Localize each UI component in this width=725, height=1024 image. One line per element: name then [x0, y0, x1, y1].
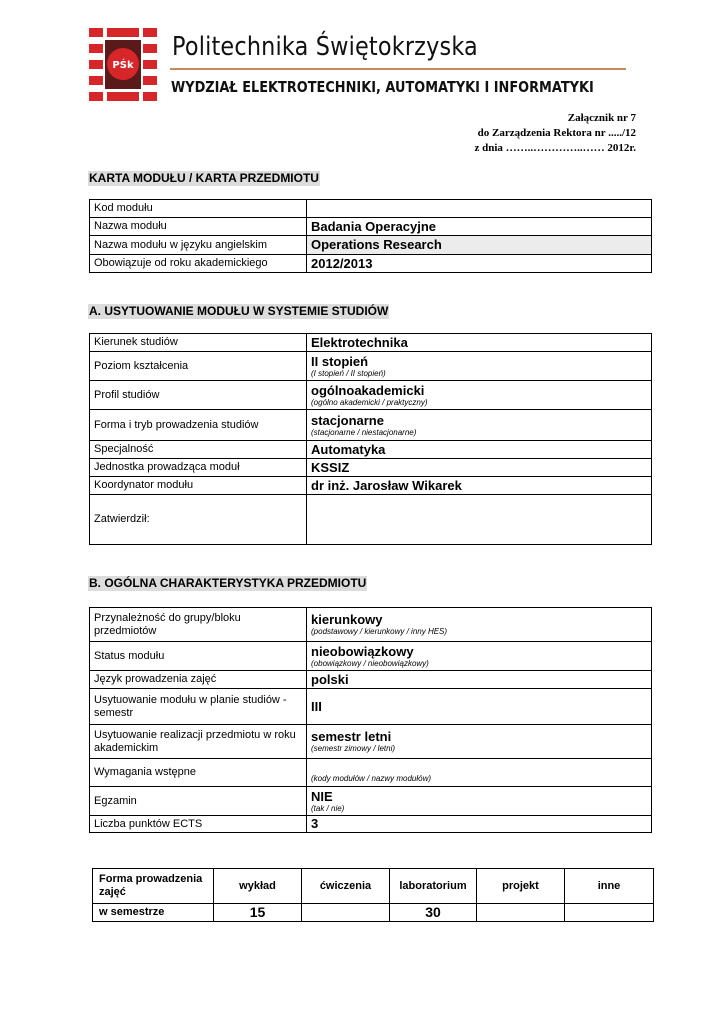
table-header-row: [93, 869, 654, 904]
table-row: [90, 200, 652, 218]
row-label: Profil studiów: [90, 381, 307, 410]
row-hint: (obowiązkowy / nieobowiązkowy): [311, 658, 429, 668]
header-cell-other: inne: [565, 869, 654, 904]
row-label: Zatwierdził:: [90, 495, 307, 545]
row-hint: (semestr zimowy / letni): [311, 744, 396, 753]
row-hint: (kody modułów / nazwy modułów): [311, 774, 432, 783]
university-logo: [89, 28, 157, 101]
row-label: Przynależność do grupy/bloku przedmiotów: [90, 608, 307, 642]
table-row: [90, 334, 652, 352]
row-value: 2012/2013: [307, 255, 652, 273]
table-row: [90, 381, 652, 410]
attachment-line-1: Załącznik nr 7: [567, 112, 636, 124]
header-cell-form: Forma prowadzenia zajęć: [93, 869, 214, 904]
row-value: stacjonarne: [311, 412, 384, 428]
row-value: III: [307, 689, 652, 725]
row-label: Język prowadzenia zajęć: [90, 671, 307, 689]
table-row: [90, 477, 652, 495]
row-label: w semestrze: [93, 904, 214, 922]
project-hours: [477, 904, 565, 922]
header-cell-laboratory: laboratorium: [390, 869, 477, 904]
table-row: [90, 787, 652, 816]
row-label: Liczba punktów ECTS: [90, 816, 307, 833]
section-b-table: [89, 607, 652, 833]
row-value: Operations Research: [307, 236, 652, 255]
section-a-table: [89, 333, 652, 545]
row-label: Forma i tryb prowadzenia studiów: [90, 410, 307, 441]
row-hint: (podstawowy / kierunkowy / inny HES): [311, 627, 448, 636]
table-row: [90, 255, 652, 273]
row-label: Egzamin: [90, 787, 307, 816]
row-label: Usytuowanie realizacji przedmiotu w roku akademickim: [90, 725, 307, 759]
module-id-table: [89, 199, 652, 273]
table-row: [90, 218, 652, 236]
row-label: Kod modułu: [90, 200, 307, 218]
row-label: Nazwa modułu w języku angielskim: [90, 236, 307, 255]
table-row: [90, 441, 652, 459]
table-row: [90, 608, 652, 642]
exercises-hours: [302, 904, 390, 922]
row-value: ogólnoakademicki: [311, 382, 425, 398]
table-row: [93, 904, 654, 922]
row-label: Usytuowanie modułu w planie studiów - semestr: [90, 689, 307, 725]
row-label: Kierunek studiów: [90, 334, 307, 352]
row-value: KSSIZ: [307, 459, 652, 477]
lecture-hours: 15: [214, 904, 302, 922]
row-label: Poziom kształcenia: [90, 352, 307, 381]
section-b-title: B. OGÓLNA CHARAKTERYSTYKA PRZEDMIOTU: [89, 576, 367, 590]
hours-table: [92, 868, 654, 922]
row-value: kierunkowy: [311, 612, 383, 627]
row-hint: (stacjonarne / niestacjonarne): [311, 427, 417, 437]
row-value: semestr letni: [311, 729, 392, 744]
row-label: Nazwa modułu: [90, 218, 307, 236]
row-value: 3: [307, 816, 652, 833]
logo-text: PŚk: [112, 60, 134, 71]
attachment-line-2: do Zarządzenia Rektora nr ...../12: [477, 127, 636, 139]
header-rule: [170, 68, 626, 70]
row-value: polski: [307, 671, 652, 689]
table-row: [90, 495, 652, 545]
table-row: [90, 816, 652, 833]
row-value: Badania Operacyjne: [307, 218, 652, 236]
row-value: dr inż. Jarosław Wikarek: [307, 477, 652, 495]
row-label: Status modułu: [90, 642, 307, 671]
department-name: WYDZIAŁ ELEKTROTECHNIKI, AUTOMATYKI I INFORMATYKI: [171, 78, 594, 96]
attachment-line-3: z dnia ……..…………..…… 2012r.: [474, 142, 636, 154]
row-value: Elektrotechnika: [307, 334, 652, 352]
row-label: Specjalność: [90, 441, 307, 459]
table-row: [90, 689, 652, 725]
row-value: [307, 200, 652, 218]
header-cell-lecture: wykład: [214, 869, 302, 904]
university-name: Politechnika Świętokrzyska: [172, 32, 478, 62]
row-label: Jednostka prowadząca moduł: [90, 459, 307, 477]
row-hint: (ogólno akademicki / praktyczny): [311, 397, 428, 407]
row-label: Koordynator modułu: [90, 477, 307, 495]
row-value: II stopień: [311, 353, 369, 369]
row-hint: (I stopień / II stopień): [311, 368, 386, 378]
laboratory-hours: 30: [390, 904, 477, 922]
row-hint: (tak / nie): [311, 803, 345, 813]
table-row: [90, 671, 652, 689]
row-value: [307, 495, 652, 545]
row-value: Automatyka: [307, 441, 652, 459]
table-row: [90, 642, 652, 671]
card-title: KARTA MODUŁU / KARTA PRZEDMIOTU: [89, 171, 319, 185]
row-label: Obowiązuje od roku akademickiego: [90, 255, 307, 273]
row-label: Wymagania wstępne: [90, 759, 307, 787]
header-cell-exercises: ćwiczenia: [302, 869, 390, 904]
table-row: [90, 352, 652, 381]
row-value: NIE: [311, 788, 333, 804]
table-row: [90, 236, 652, 255]
table-row: [90, 410, 652, 441]
header-cell-project: projekt: [477, 869, 565, 904]
row-value: nieobowiązkowy: [311, 643, 414, 659]
table-row: [90, 759, 652, 787]
section-a-title: A. USYTUOWANIE MODUŁU W SYSTEMIE STUDIÓW: [89, 304, 389, 318]
other-hours: [565, 904, 654, 922]
table-row: [90, 725, 652, 759]
table-row: [90, 459, 652, 477]
